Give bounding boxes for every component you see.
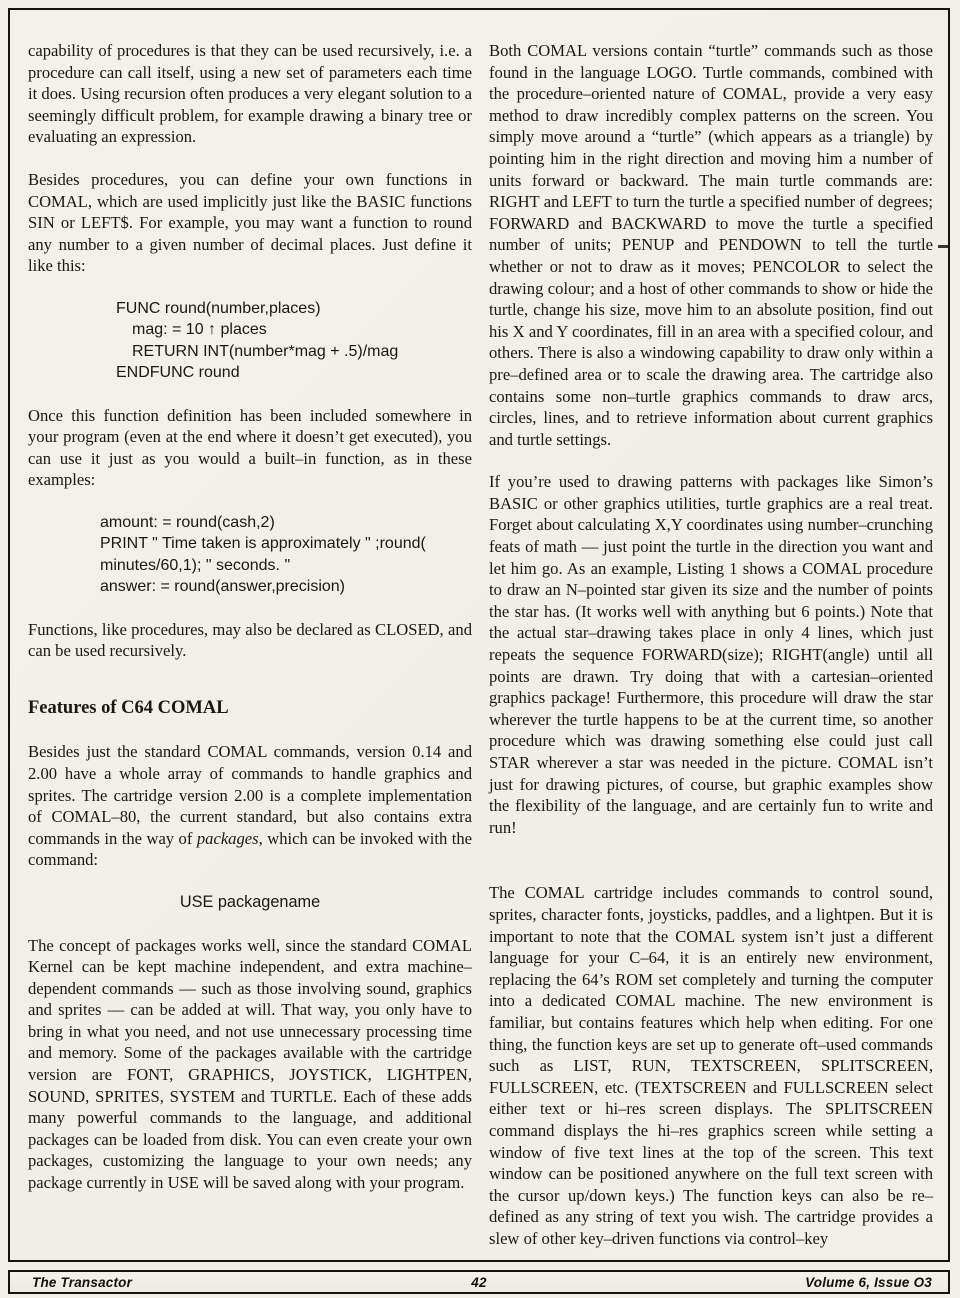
paragraph-functions: Besides procedures, you can define your own functions in COMAL, which are used implicitly just like the BASIC functions SIN or LEFT$. For example, you may want a function to round any number to a given number of decimal places. Just define it like this:	[28, 169, 472, 276]
code-line: minutes/60,1); " seconds. "	[100, 556, 291, 574]
code-line: amount: = round(cash,2)	[100, 513, 275, 531]
paragraph-package-concept: The concept of packages works well, since the standard COMAL Kernel can be kept machine independent, and extra machine–dependent commands — such as those involving sound, graphics and sprites — can be added at will. That way, you only have to bring in what you need, and not use unnecessary processing time and memory. Some of the packages available with the cartridge version are FONT, GRAPHICS, JOYSTICK, LIGHTPEN, SOUND, SPRITES, SYSTEM and TURTLE. Each of these adds many powerful commands to the language, and additional packages can be loaded from disk. You can even create your own packages, customizing the language to your own needs; any package currently in USE will be saved along with your program.	[28, 935, 472, 1193]
paragraph-recursion: capability of procedures is that they can be used recursively, i.e. a procedure can call itself, using a new set of parameters each time it does. Using recursion often produces a very elegant solution to a seemingly difficult problem, for example drawing a binary tree or evaluating an expression.	[28, 41, 472, 147]
right-column	[489, 40, 933, 1270]
code-line: FUNC round(number,places)	[116, 299, 321, 317]
footer-magazine-title: The Transactor	[32, 1274, 133, 1290]
code-line: answer: = round(answer,precision)	[100, 578, 346, 596]
paragraph-turtle-commands: Both COMAL versions contain “turtle” commands such as those found in the language LOGO. Turtle commands, combined with the procedure–oriented nature of COMAL, provide a very easy method to draw incredibly complex patterns on the screen. You simply move around a “turtle” (which appears as a triangle) by pointing him in the right direction and moving him a number of units forward or backward. The main turtle commands are: RIGHT and LEFT to turn the turtle a specified number of degrees; FORWARD and BACKWARD to move the turtle a specified number of units; PENUP and PENDOWN to tell the turtle whether or not to draw as it moves; PENCOLOR to select the drawing colour; and a host of other commands to show or hide the turtle, change his size, move him to an absolute position, find out his X and Y coordinates, fill in an area with a specified colour, and others. There is also a windowing capability to draw only within a pre–defined area or to scale the drawing area. The cartridge also contains some non–turtle graphics commands to draw arcs, circles, lines, and to retrieve information about current graphics and turtle settings.	[489, 41, 933, 449]
footer-issue-label: Volume 6, Issue O3	[805, 1274, 932, 1290]
section-heading-features: Features of C64 COMAL	[28, 697, 229, 718]
page-border-frame	[8, 8, 950, 1262]
paragraph-packages-post: , which can be invoked with the command:	[28, 828, 472, 870]
two-column-text-area	[10, 10, 948, 1270]
code-line: ENDFUNC round	[116, 364, 240, 382]
code-line-use-packagename: USE packagename	[179, 892, 321, 911]
paragraph-packages-intro	[28, 741, 472, 871]
paragraph-closed-functions: Functions, like procedures, may also be declared as CLOSED, and can be used recursively.	[28, 619, 472, 661]
code-line: RETURN INT(number*mag + .5)/mag	[132, 342, 399, 360]
code-block-func-round	[116, 298, 472, 384]
paragraph-cartridge-environment: The COMAL cartridge includes commands to control sound, sprites, character fonts, joysticks, paddles, and a lightpen. But it is important to note that the COMAL system isn’t just a different language for your C–64, it is an entirely new environment, replacing the 64’s ROM set completely and turning the computer into a dedicated COMAL machine. The new environment is familiar, but contains features which help when editing. For one thing, the function keys are set up to generate oft–used commands such as LIST, RUN, TEXTSCREEN, SPLITSCREEN, FULLSCREEN, etc. (TEXTSCREEN and FULLSCREEN select either text or hi–res screen displays. The SPLITSCREEN command displays the hi–res graphics screen while setting a window of five text lines at the top of the screen. This text window can be positioned anywhere on the full text screen with the cursor up/down keys.) The function keys can also be re–defined as any string of text you wish. The cartridge provides a slew of other key–driven functions via control–key	[489, 883, 933, 1248]
code-line: PRINT " Time taken is approximately " ;round(	[100, 535, 426, 553]
code-block-round-examples	[100, 512, 472, 598]
scan-margin-mark	[938, 245, 948, 248]
paragraph-star-drawing: If you’re used to drawing patterns with packages like Simon’s BASIC or other graphics utilities, turtle graphics are a real treat. Forget about calculating X,Y coordinates using number–crunching feats of math — just point the turtle in the direction you want and let him go. As an example, Listing 1 shows a COMAL procedure to draw an N–pointed star given its size and the number of points the star has. (It works well with anything but 6 points.) Note that the actual star–drawing takes place in only 4 lines, which just repeats the sequence FORWARD(size); RIGHT(angle) until all points are drawn. Try doing that with a cartesian–oriented graphics package! Furthermore, this procedure will draw the star wherever the turtle happens to be at the current time, so another procedure which was drawing something else could just call STAR wherever a star was needed in the picture. COMAL isn’t just for drawing pictures, of course, but graphic examples show the flexibility of the language, and are certainly fun to write and run!	[489, 472, 933, 837]
footer-bar	[8, 1270, 950, 1294]
left-column	[28, 40, 472, 1270]
footer-page-number: 42	[471, 1274, 487, 1290]
paragraph-once-defined: Once this function definition has been included somewhere in your program (even at the end where it doesn’t get executed), you can use it just as you would a built–in function, as in these examples:	[28, 405, 472, 490]
packages-italic-word: packages	[196, 828, 259, 848]
paragraph-packages-pre: Besides just the standard COMAL commands, version 0.14 and 2.00 have a whole array of commands to handle graphics and sprites. The cartridge version 2.00 is a complete implementation of COMAL–80, the current standard, but also contains extra commands in the way of	[28, 742, 472, 848]
code-line: mag: = 10 ↑ places	[132, 321, 267, 339]
